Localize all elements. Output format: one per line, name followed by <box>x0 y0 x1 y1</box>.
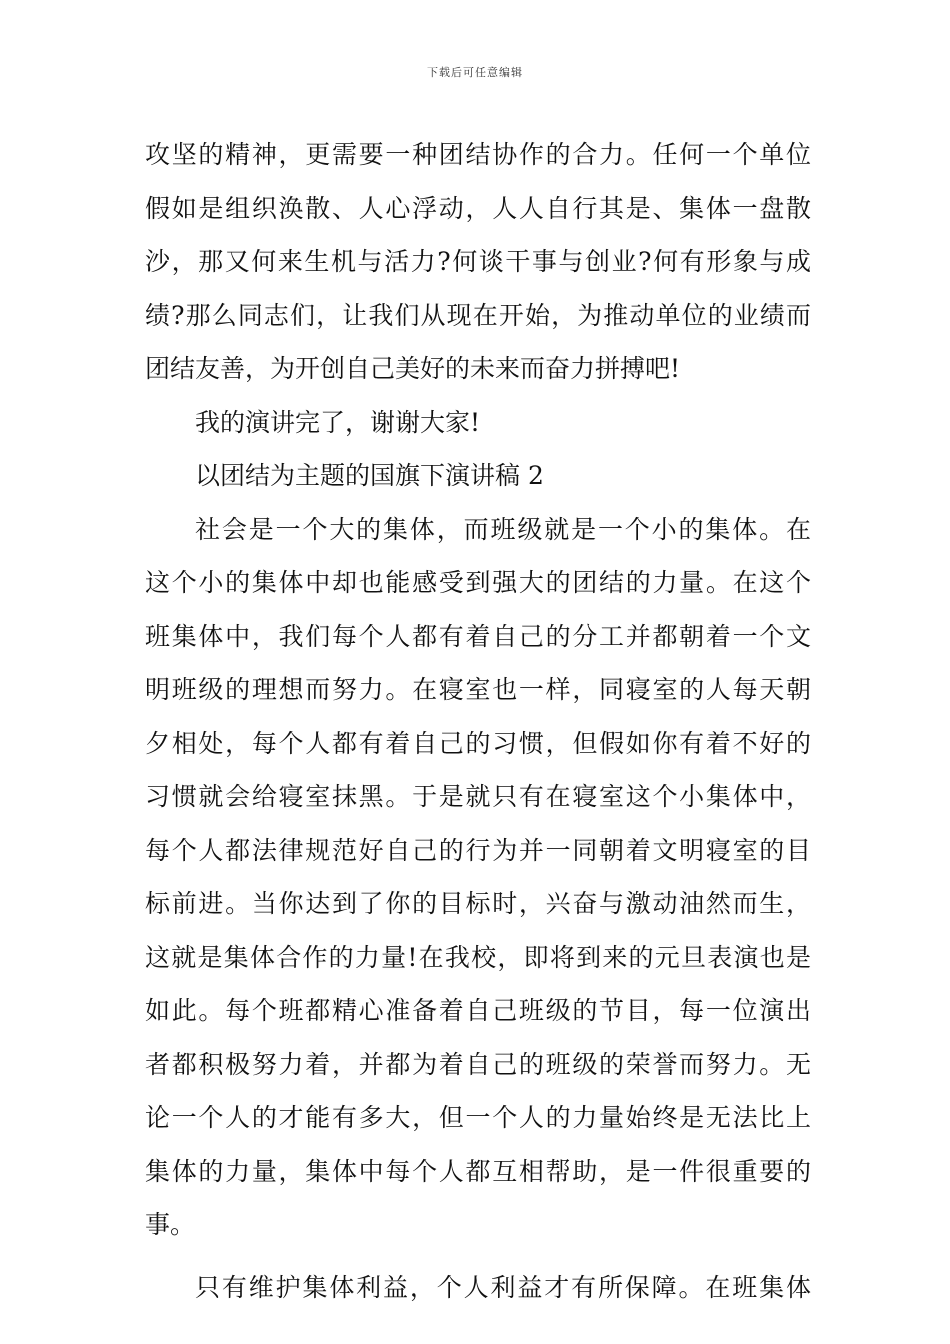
text-line: 这就是集体合作的力量!在我校，即将到来的元旦表演也是 <box>145 942 811 972</box>
text-line: 我的演讲完了，谢谢大家! <box>195 407 481 437</box>
document-body <box>145 128 811 1314</box>
paragraph-gap <box>145 1252 811 1261</box>
text-line: 假如是组织涣散、人心浮动，人人自行其是、集体一盘散 <box>145 193 811 223</box>
text-line: 论一个人的才能有多大，但一个人的力量始终是无法比上 <box>145 1103 811 1132</box>
text-line: 绩?那么同志们，让我们从现在开始，为推动单位的业绩而 <box>145 300 811 330</box>
text-line: 标前进。当你达到了你的目标时，兴奋与激动油然而生， <box>145 889 811 918</box>
paragraph <box>145 396 811 450</box>
text-line: 沙，那又何来生机与活力?何谈干事与创业?何有形象与成 <box>145 247 811 276</box>
text-line: 这个小的集体中却也能感受到强大的团结的力量。在这个 <box>145 568 811 597</box>
paragraph <box>145 128 811 396</box>
text-line: 事。 <box>145 1210 196 1239</box>
text-line: 者都积极努力着，并都为着自己的班级的荣誉而努力。无 <box>145 1049 811 1079</box>
text-line: 只有维护集体利益，个人利益才有所保障。在班集体 <box>195 1272 811 1302</box>
text-line: 如此。每个班都精心准备着自己班级的节目，每一位演出 <box>145 996 811 1025</box>
text-line: 攻坚的精神，更需要一种团结协作的合力。任何一个单位 <box>145 140 811 169</box>
text-line: 团结友善，为开创自己美好的未来而奋力拼搏吧! <box>145 354 681 383</box>
text-line: 社会是一个大的集体，而班级就是一个小的集体。在 <box>195 514 811 544</box>
text-line: 习惯就会给寝室抹黑。于是就只有在寝室这个小集体中， <box>145 782 811 811</box>
heading-line: 以团结为主题的国旗下演讲稿 2 <box>195 461 544 490</box>
text-line: 夕相处，每个人都有着自己的习惯，但假如你有着不好的 <box>145 728 811 758</box>
text-line: 集体的力量，集体中每个人都互相帮助，是一件很重要的 <box>145 1156 811 1186</box>
text-line: 每个人都法律规范好自己的行为并一同朝着文明寝室的目 <box>145 835 811 865</box>
page-header: 下载后可任意编辑 <box>427 66 523 79</box>
paragraph <box>145 503 811 1252</box>
section-heading <box>145 449 811 503</box>
text-line: 明班级的理想而努力。在寝室也一样，同寝室的人每天朝 <box>145 675 811 704</box>
text-line: 班集体中，我们每个人都有着自己的分工并都朝着一个文 <box>145 621 811 651</box>
paragraph <box>145 1261 811 1315</box>
